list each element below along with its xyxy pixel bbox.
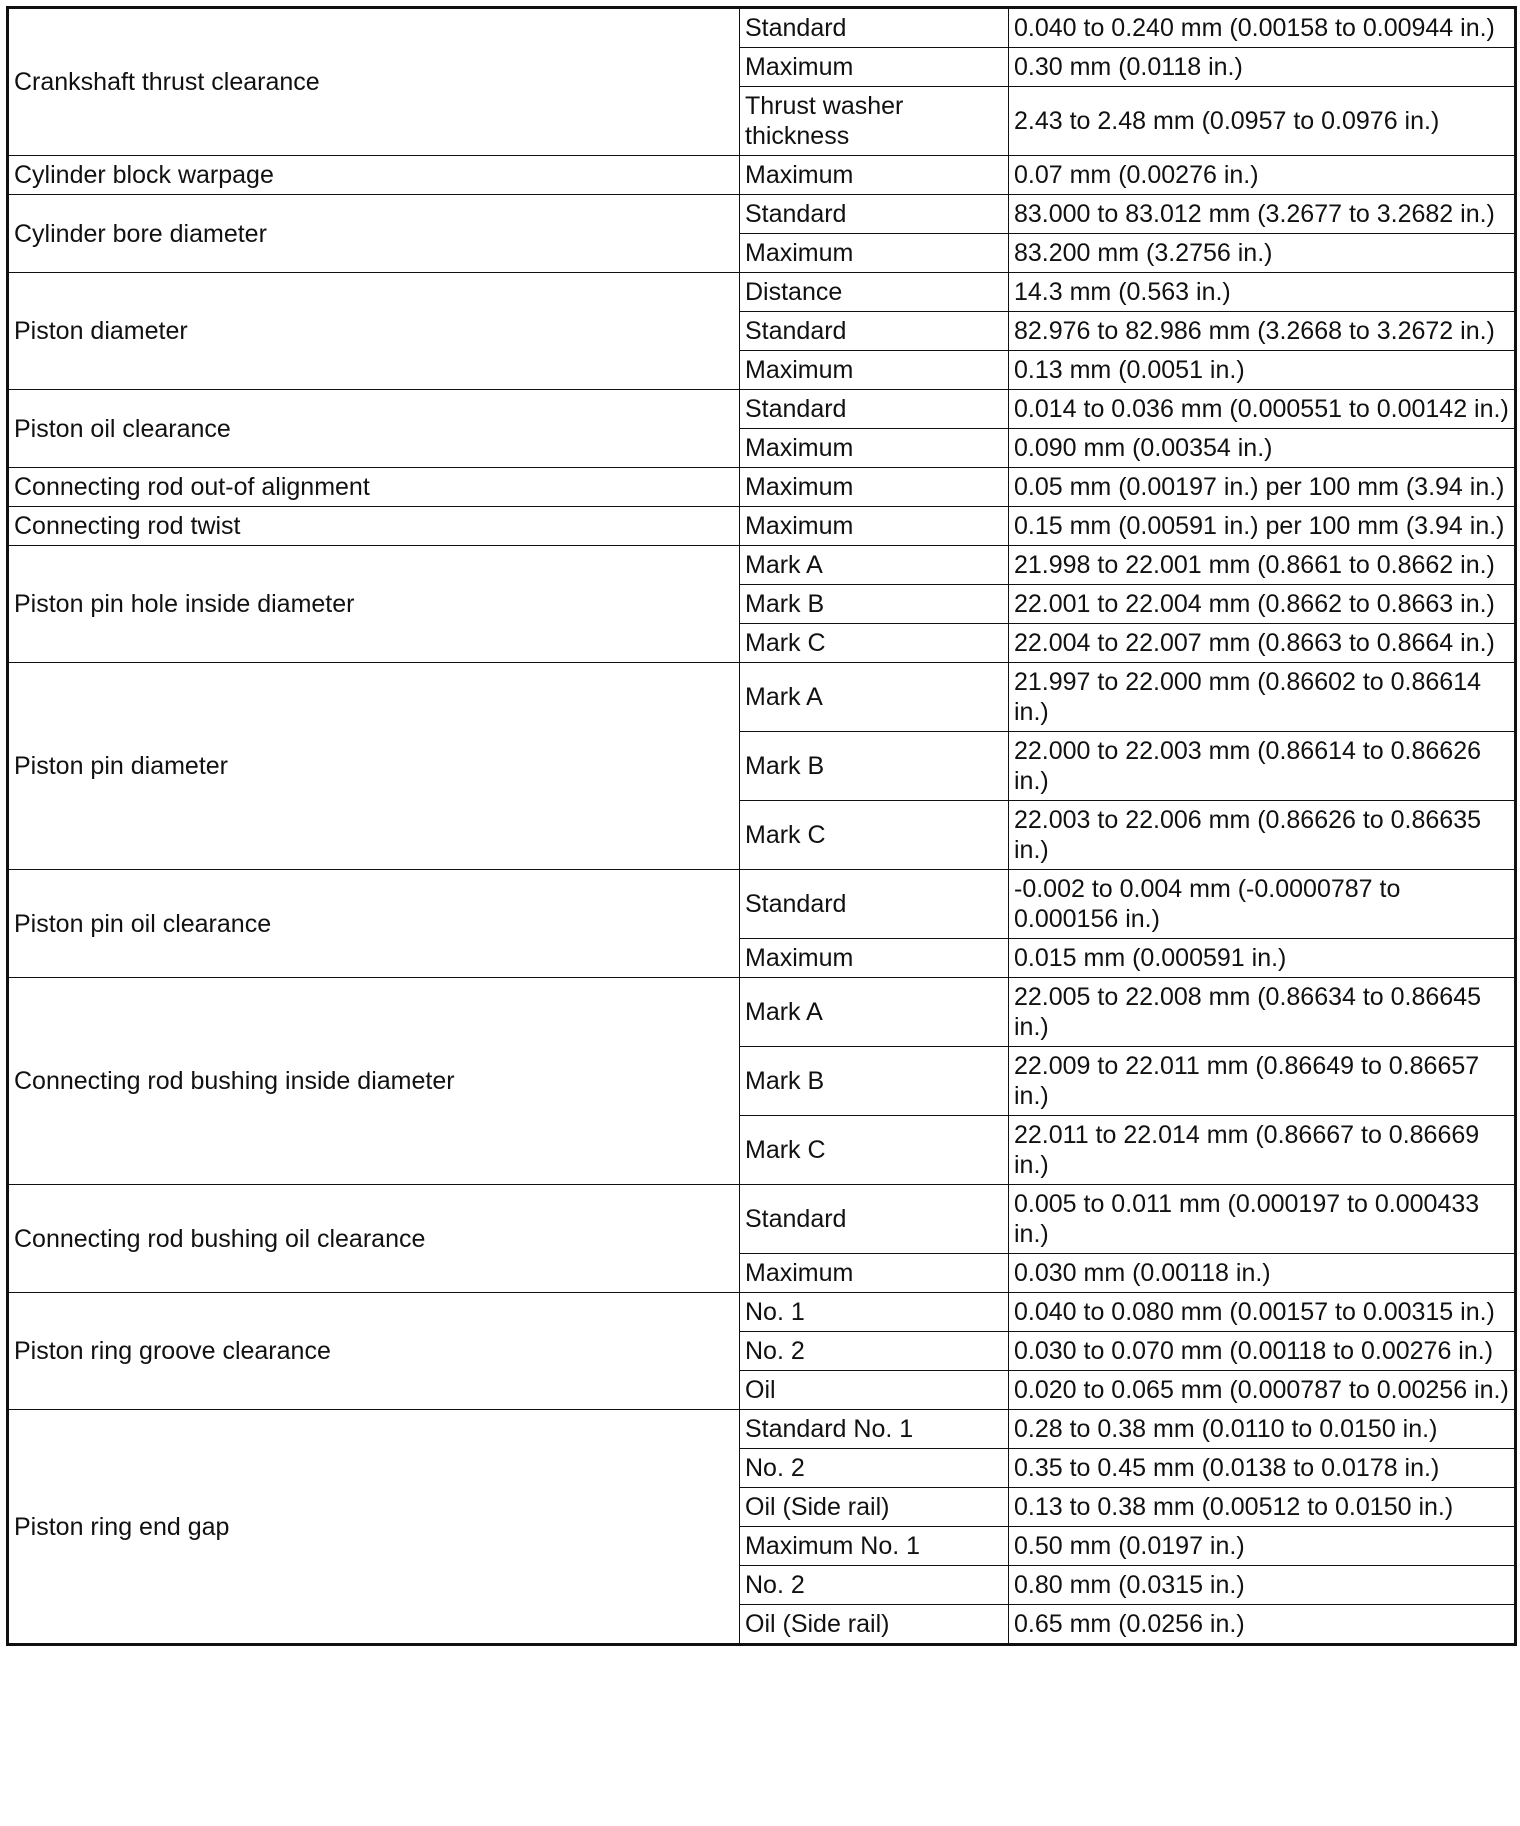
spec-condition: Mark B	[740, 732, 1009, 801]
spec-condition: No. 2	[740, 1332, 1009, 1371]
spec-value: 0.13 to 0.38 mm (0.00512 to 0.0150 in.)	[1009, 1488, 1516, 1527]
spec-condition: Mark C	[740, 1116, 1009, 1185]
table-row	[8, 273, 1516, 312]
spec-item-name: Piston diameter	[8, 273, 740, 390]
spec-item-name: Cylinder block warpage	[8, 156, 740, 195]
table-row	[8, 978, 1516, 1047]
table-row	[8, 1410, 1516, 1449]
spec-value: 21.998 to 22.001 mm (0.8661 to 0.8662 in.)	[1009, 546, 1516, 585]
table-row	[8, 1185, 1516, 1254]
spec-value: 2.43 to 2.48 mm (0.0957 to 0.0976 in.)	[1009, 87, 1516, 156]
specification-table	[6, 6, 1517, 1646]
spec-condition: Maximum No. 1	[740, 1527, 1009, 1566]
spec-value: 0.030 mm (0.00118 in.)	[1009, 1254, 1516, 1293]
spec-value: 0.28 to 0.38 mm (0.0110 to 0.0150 in.)	[1009, 1410, 1516, 1449]
spec-item-name: Cylinder bore diameter	[8, 195, 740, 273]
spec-value: 0.07 mm (0.00276 in.)	[1009, 156, 1516, 195]
spec-condition: Mark B	[740, 585, 1009, 624]
spec-value: 22.003 to 22.006 mm (0.86626 to 0.86635 in.)	[1009, 801, 1516, 870]
spec-item-name: Piston pin oil clearance	[8, 870, 740, 978]
spec-value: 0.15 mm (0.00591 in.) per 100 mm (3.94 in.)	[1009, 507, 1516, 546]
spec-item-name: Connecting rod twist	[8, 507, 740, 546]
spec-condition: Maximum	[740, 234, 1009, 273]
spec-condition: Standard No. 1	[740, 1410, 1009, 1449]
spec-value: 0.090 mm (0.00354 in.)	[1009, 429, 1516, 468]
table-row	[8, 663, 1516, 732]
spec-condition: No. 1	[740, 1293, 1009, 1332]
table-row	[8, 1293, 1516, 1332]
spec-condition: Thrust washer thickness	[740, 87, 1009, 156]
spec-value: 14.3 mm (0.563 in.)	[1009, 273, 1516, 312]
spec-value: 0.040 to 0.240 mm (0.00158 to 0.00944 in.)	[1009, 8, 1516, 48]
spec-condition: Oil (Side rail)	[740, 1488, 1009, 1527]
spec-value: 22.005 to 22.008 mm (0.86634 to 0.86645 in.)	[1009, 978, 1516, 1047]
table-row	[8, 156, 1516, 195]
table-row	[8, 468, 1516, 507]
spec-condition: Maximum	[740, 468, 1009, 507]
spec-value: 0.05 mm (0.00197 in.) per 100 mm (3.94 in.)	[1009, 468, 1516, 507]
spec-value: 21.997 to 22.000 mm (0.86602 to 0.86614 in.)	[1009, 663, 1516, 732]
spec-condition: Standard	[740, 312, 1009, 351]
specification-table-body	[8, 8, 1516, 1645]
spec-item-name: Connecting rod out-of alignment	[8, 468, 740, 507]
spec-condition: Maximum	[740, 507, 1009, 546]
spec-condition: Maximum	[740, 48, 1009, 87]
spec-item-name: Piston ring groove clearance	[8, 1293, 740, 1410]
spec-item-name: Piston ring end gap	[8, 1410, 740, 1645]
spec-value: 22.011 to 22.014 mm (0.86667 to 0.86669 in.)	[1009, 1116, 1516, 1185]
spec-value: 83.000 to 83.012 mm (3.2677 to 3.2682 in.)	[1009, 195, 1516, 234]
spec-condition: Distance	[740, 273, 1009, 312]
spec-condition: Standard	[740, 8, 1009, 48]
spec-value: 0.30 mm (0.0118 in.)	[1009, 48, 1516, 87]
spec-value: 0.020 to 0.065 mm (0.000787 to 0.00256 in.)	[1009, 1371, 1516, 1410]
spec-condition: No. 2	[740, 1449, 1009, 1488]
spec-value: 0.80 mm (0.0315 in.)	[1009, 1566, 1516, 1605]
table-row	[8, 546, 1516, 585]
spec-condition: Standard	[740, 1185, 1009, 1254]
spec-condition: Mark B	[740, 1047, 1009, 1116]
spec-condition: Oil	[740, 1371, 1009, 1410]
spec-condition: Maximum	[740, 156, 1009, 195]
spec-item-name: Piston pin diameter	[8, 663, 740, 870]
spec-condition: Oil (Side rail)	[740, 1605, 1009, 1645]
spec-condition: Standard	[740, 870, 1009, 939]
spec-item-name: Piston pin hole inside diameter	[8, 546, 740, 663]
table-row	[8, 195, 1516, 234]
spec-condition: Mark A	[740, 978, 1009, 1047]
spec-value: 0.014 to 0.036 mm (0.000551 to 0.00142 in.)	[1009, 390, 1516, 429]
spec-value: 82.976 to 82.986 mm (3.2668 to 3.2672 in.)	[1009, 312, 1516, 351]
spec-condition: Standard	[740, 390, 1009, 429]
spec-value: 0.35 to 0.45 mm (0.0138 to 0.0178 in.)	[1009, 1449, 1516, 1488]
table-row	[8, 870, 1516, 939]
spec-condition: Standard	[740, 195, 1009, 234]
spec-condition: Maximum	[740, 429, 1009, 468]
spec-value: 0.005 to 0.011 mm (0.000197 to 0.000433 in.)	[1009, 1185, 1516, 1254]
spec-condition: Maximum	[740, 351, 1009, 390]
spec-condition: Mark C	[740, 624, 1009, 663]
spec-value: 0.040 to 0.080 mm (0.00157 to 0.00315 in.)	[1009, 1293, 1516, 1332]
spec-value: 22.000 to 22.003 mm (0.86614 to 0.86626 in.)	[1009, 732, 1516, 801]
spec-condition: Mark A	[740, 546, 1009, 585]
spec-value: 0.65 mm (0.0256 in.)	[1009, 1605, 1516, 1645]
spec-item-name: Connecting rod bushing inside diameter	[8, 978, 740, 1185]
spec-condition: Mark C	[740, 801, 1009, 870]
spec-value: -0.002 to 0.004 mm (-0.0000787 to 0.000156 in.)	[1009, 870, 1516, 939]
spec-value: 0.030 to 0.070 mm (0.00118 to 0.00276 in.)	[1009, 1332, 1516, 1371]
spec-condition: Mark A	[740, 663, 1009, 732]
spec-value: 83.200 mm (3.2756 in.)	[1009, 234, 1516, 273]
spec-item-name: Piston oil clearance	[8, 390, 740, 468]
spec-value: 22.004 to 22.007 mm (0.8663 to 0.8664 in.)	[1009, 624, 1516, 663]
spec-condition: No. 2	[740, 1566, 1009, 1605]
table-row	[8, 8, 1516, 48]
table-row	[8, 390, 1516, 429]
spec-item-name: Crankshaft thrust clearance	[8, 8, 740, 156]
spec-item-name: Connecting rod bushing oil clearance	[8, 1185, 740, 1293]
spec-value: 22.001 to 22.004 mm (0.8662 to 0.8663 in.)	[1009, 585, 1516, 624]
spec-value: 0.50 mm (0.0197 in.)	[1009, 1527, 1516, 1566]
spec-value: 0.13 mm (0.0051 in.)	[1009, 351, 1516, 390]
spec-condition: Maximum	[740, 1254, 1009, 1293]
spec-condition: Maximum	[740, 939, 1009, 978]
spec-value: 22.009 to 22.011 mm (0.86649 to 0.86657 in.)	[1009, 1047, 1516, 1116]
table-row	[8, 507, 1516, 546]
spec-value: 0.015 mm (0.000591 in.)	[1009, 939, 1516, 978]
